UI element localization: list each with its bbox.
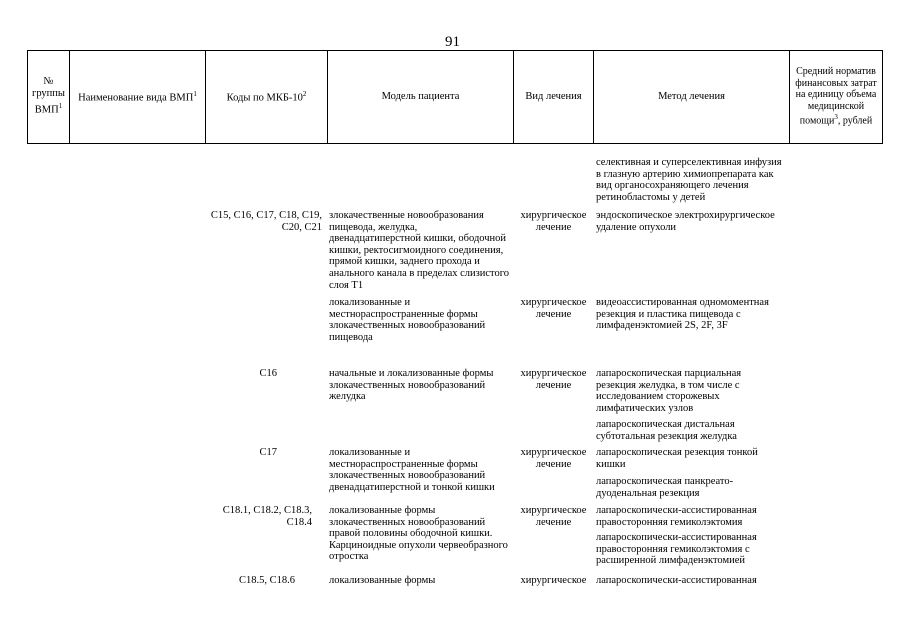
icd-codes-cell: C18.5, C18.6 — [238, 575, 295, 586]
patient-model-cell: локализованные формы злокачественных новообразований правой половины ободочной кишки. Карциноидные опухоли червеобразного отростка — [329, 505, 508, 563]
method-cell: лапароскопическая парциальная резекция желудка, в том числе с исследованием сторожевых лимфатических узлов — [596, 368, 742, 414]
icd-codes-cell: C18.1, C18.2, C18.3, C18.4 — [222, 505, 312, 528]
medical-table — [27, 50, 883, 638]
treatment-type-cell: хирургическое лечение — [520, 505, 587, 528]
method-cell: лапароскопическая панкреато-дуоденальная резекция — [596, 476, 734, 499]
icd-codes-cell: C15, C16, C17, C18, C19, C20, C21 — [210, 210, 322, 233]
icd-codes-cell: C16 — [259, 368, 277, 379]
treatment-type-cell: хирургическое лечение — [520, 447, 587, 470]
header-patient-model: Модель пациента — [381, 90, 460, 102]
treatment-type-cell: хирургическое лечение — [520, 210, 587, 233]
patient-model-cell: начальные и локализованные формы злокачественных новообразований желудка — [329, 368, 494, 403]
col-border — [882, 50, 883, 143]
icd-codes-cell: C17 — [259, 447, 277, 458]
page-number: 91 — [445, 34, 460, 50]
method-cell: лапароскопически-ассистированная правосторонняя гемиколэктомия с расширенной лимфаденэктомией — [596, 532, 757, 567]
patient-model-cell: локализованные и местнораспространенные формы злокачественных новообразований пищевода — [329, 297, 486, 343]
header-group-no: № группы ВМП$^1$ — [32, 76, 65, 116]
patient-model-cell: злокачественные новообразования пищевода, желудка, двенадцатиперстной кишки, ободочной кишки, ректосигмоидного соединения, прямой кишки, заднего прохода и анального канала в пределах слизистого слоя T1 — [329, 210, 510, 291]
header-treatment-type: Вид лечения — [525, 90, 582, 102]
patient-model-cell: локализованные формы — [329, 575, 436, 586]
method-cell: видеоассистированная одномоментная резекция и пластика пищевода с лимфаденэктомией 2S, 2F, 3F — [596, 297, 769, 332]
header-bottom-border — [27, 143, 883, 144]
method-cell: лапароскопическая резекция тонкой кишки — [596, 447, 758, 470]
header-vmp-name: Наименование вида ВМП$^1$ — [78, 90, 197, 104]
header-icd-codes: Коды по МКБ-$10^2$ — [226, 90, 307, 104]
method-cell: лапароскопически-ассистированная — [596, 575, 757, 586]
patient-model-cell: локализованные и местнораспространенные формы злокачественных новообразований двенадцатиперстной и тонкой кишки — [329, 447, 495, 493]
treatment-type-cell: хирургическое лечение — [520, 368, 587, 391]
treatment-type-cell: хирургическое — [520, 575, 587, 586]
method-cell: лапароскопически-ассистированная правосторонняя гемиколэктомия — [596, 505, 757, 528]
method-cell: селективная и суперселективная инфузия в глазную артерию химиопрепарата как вид органосохраняющего лечения ретинобластомы у детей — [596, 157, 782, 203]
treatment-type-cell: хирургическое лечение — [520, 297, 587, 320]
method-cell: эндоскопическое электрохирургическое удаление опухоли — [596, 210, 775, 233]
header-average-cost: Средний норматив финансовых затрат на единицу объема медицинской помощи$^3$, рублей — [795, 66, 877, 127]
method-cell: лапароскопическая дистальная субтотальная резекция желудка — [596, 419, 737, 442]
header-treatment-method: Метод лечения — [658, 90, 725, 102]
